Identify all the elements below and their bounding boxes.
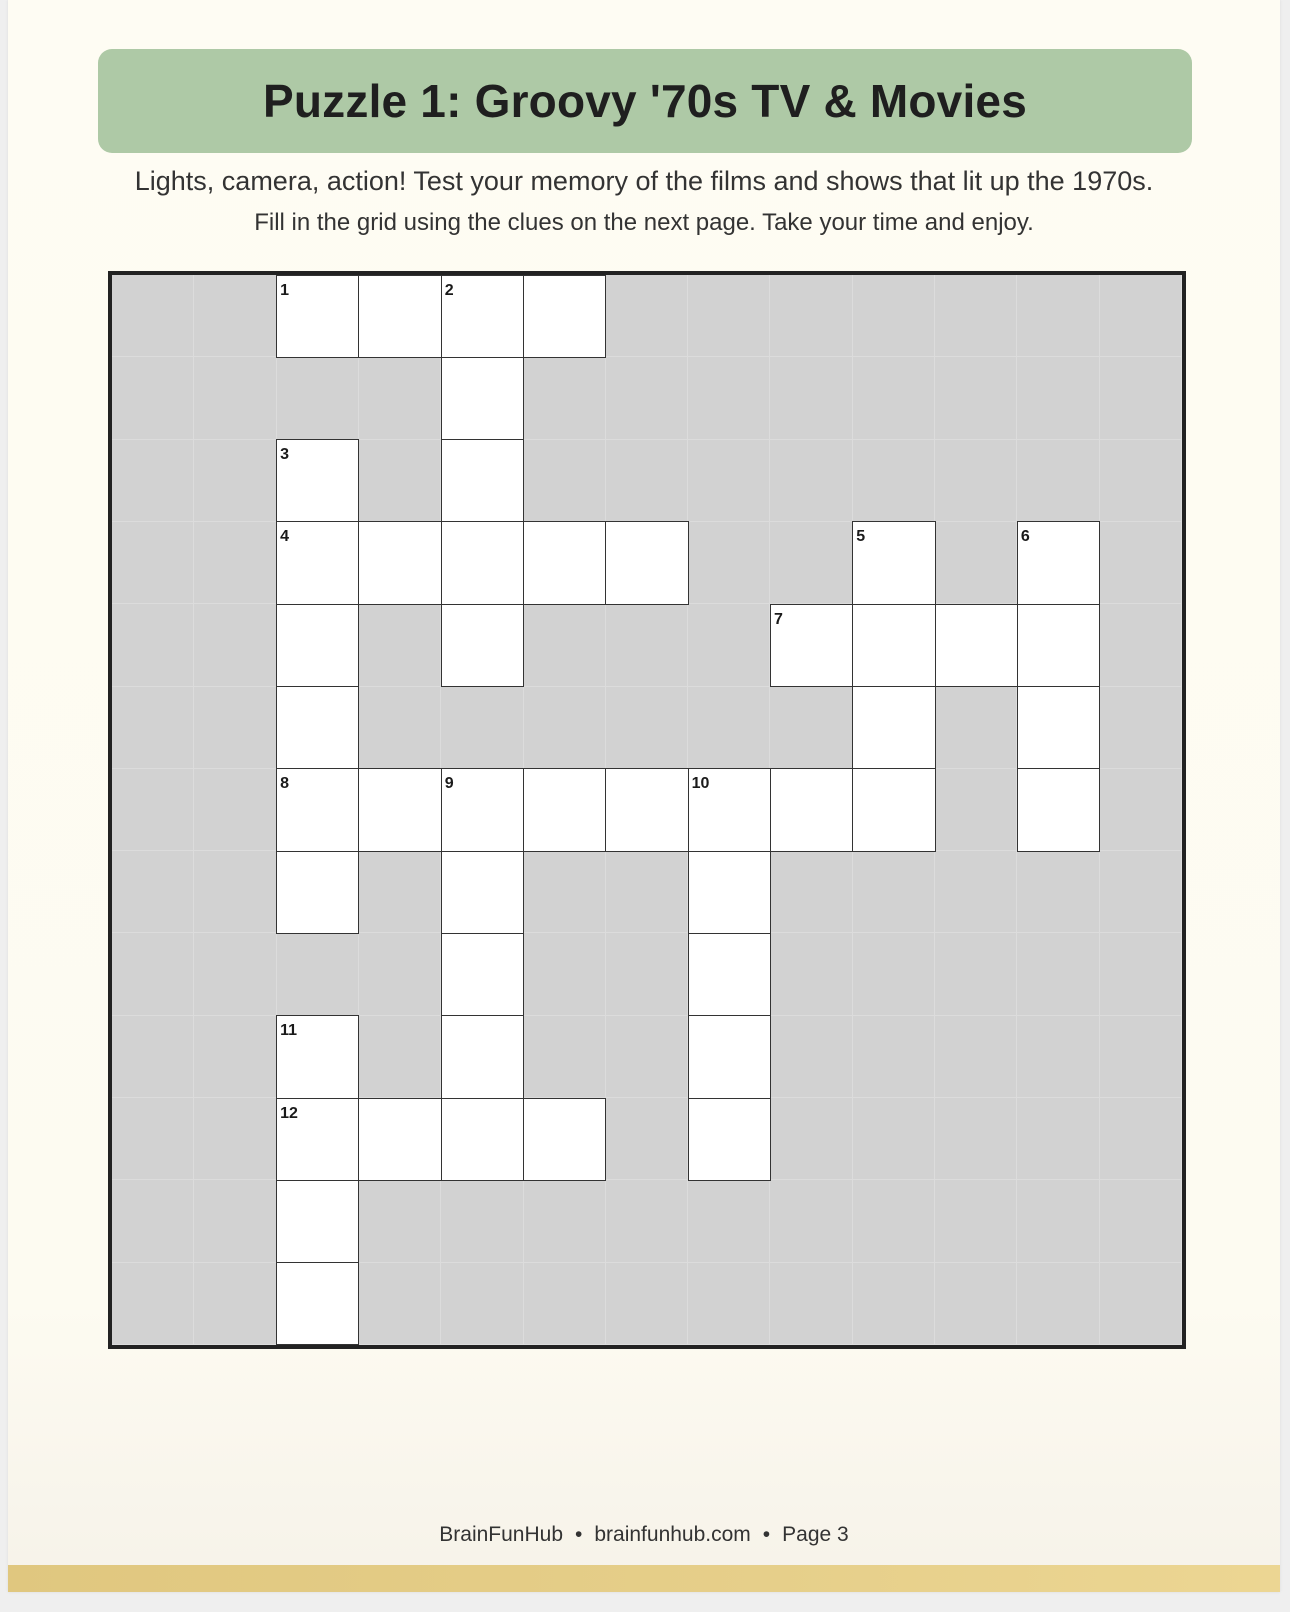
crossword-block <box>935 440 1017 522</box>
clue-number: 5 <box>856 528 866 546</box>
crossword-cell[interactable] <box>441 851 524 934</box>
crossword-block <box>524 440 606 522</box>
crossword-block <box>112 275 194 357</box>
crossword-block <box>524 604 606 686</box>
clue-number: 8 <box>280 775 290 793</box>
crossword-block <box>853 1263 935 1345</box>
puzzle-title: Puzzle 1: Groovy '70s TV & Movies <box>262 75 1027 127</box>
crossword-block <box>606 687 688 769</box>
crossword-cell[interactable] <box>441 357 524 440</box>
crossword-block <box>770 851 852 933</box>
crossword-block <box>770 1098 852 1180</box>
crossword-block <box>1017 1263 1099 1345</box>
crossword-block <box>770 357 852 439</box>
crossword-block <box>1100 687 1182 769</box>
crossword-block <box>1100 275 1182 357</box>
crossword-block <box>1100 522 1182 604</box>
crossword-block <box>359 687 441 769</box>
crossword-block <box>935 851 1017 933</box>
crossword-cell[interactable] <box>276 521 359 604</box>
crossword-block <box>853 1098 935 1180</box>
crossword-block <box>606 440 688 522</box>
crossword-block <box>688 440 770 522</box>
crossword-block <box>194 933 276 1015</box>
crossword-cell[interactable] <box>441 521 524 604</box>
crossword-block <box>606 275 688 357</box>
crossword-block <box>112 522 194 604</box>
crossword-block <box>194 1098 276 1180</box>
crossword-cell[interactable] <box>276 275 359 358</box>
crossword-block <box>441 1180 523 1262</box>
crossword-cell[interactable] <box>688 768 771 851</box>
crossword-block <box>524 687 606 769</box>
clue-number: 4 <box>280 528 290 546</box>
crossword-block <box>1017 275 1099 357</box>
title-banner <box>98 49 1192 153</box>
clue-number: 3 <box>280 446 290 464</box>
crossword-cell[interactable] <box>276 1015 359 1098</box>
crossword-block <box>935 1098 1017 1180</box>
footer-page-number: Page 3 <box>782 1523 849 1546</box>
crossword-block <box>770 933 852 1015</box>
crossword-block <box>194 357 276 439</box>
crossword-cell[interactable] <box>1017 521 1100 604</box>
crossword-cell[interactable] <box>441 1015 524 1098</box>
crossword-block <box>606 933 688 1015</box>
crossword-cell[interactable] <box>688 851 771 934</box>
crossword-cell[interactable] <box>276 439 359 522</box>
crossword-cell[interactable] <box>523 768 606 851</box>
crossword-block <box>853 933 935 1015</box>
crossword-block <box>935 357 1017 439</box>
crossword-block <box>441 687 523 769</box>
clue-number: 12 <box>280 1104 298 1122</box>
crossword-block <box>853 851 935 933</box>
crossword-block <box>112 769 194 851</box>
crossword-block <box>112 604 194 686</box>
clue-number: 7 <box>773 610 783 628</box>
intro-text-line-2: Fill in the grid using the clues on the next page. Take your time and enjoy. <box>254 209 1034 236</box>
footer-site: brainfunhub.com <box>594 1523 751 1546</box>
crossword-cell[interactable] <box>276 604 359 687</box>
intro-text-line-1: Lights, camera, action! Test your memory of the films and shows that lit up the 1970s. <box>134 166 1154 196</box>
crossword-block <box>688 604 770 686</box>
crossword-cell[interactable] <box>688 1015 771 1098</box>
clue-number: 2 <box>444 281 454 299</box>
clue-number: 1 <box>280 281 290 299</box>
crossword-block <box>112 1180 194 1262</box>
crossword-cell[interactable] <box>605 521 688 604</box>
crossword-cell[interactable] <box>441 768 524 851</box>
crossword-block <box>112 1016 194 1098</box>
clue-number: 6 <box>1020 528 1030 546</box>
crossword-block <box>441 1263 523 1345</box>
crossword-block <box>853 357 935 439</box>
crossword-block <box>1017 851 1099 933</box>
crossword-cell[interactable] <box>276 686 359 769</box>
crossword-cell[interactable] <box>441 275 524 358</box>
crossword-block <box>688 1180 770 1262</box>
crossword-block <box>194 275 276 357</box>
crossword-block <box>194 851 276 933</box>
crossword-block <box>112 933 194 1015</box>
crossword-cell[interactable] <box>1017 768 1100 851</box>
crossword-block <box>1100 1263 1182 1345</box>
crossword-block <box>524 357 606 439</box>
clue-number: 10 <box>691 775 710 793</box>
crossword-block <box>770 1180 852 1262</box>
crossword-block <box>770 687 852 769</box>
crossword-block <box>1017 1016 1099 1098</box>
crossword-block <box>359 440 441 522</box>
crossword-block <box>1100 1098 1182 1180</box>
crossword-block <box>359 1263 441 1345</box>
crossword-block <box>194 687 276 769</box>
crossword-cell[interactable] <box>1017 604 1100 687</box>
crossword-block <box>606 604 688 686</box>
crossword-block <box>1100 440 1182 522</box>
crossword-cell[interactable] <box>441 1098 524 1181</box>
crossword-block <box>359 933 441 1015</box>
clue-number: 9 <box>444 775 454 793</box>
crossword-cell[interactable] <box>1017 686 1100 769</box>
crossword-block <box>194 440 276 522</box>
crossword-block <box>770 1263 852 1345</box>
crossword-block <box>1017 440 1099 522</box>
crossword-block <box>1100 851 1182 933</box>
crossword-cell[interactable] <box>358 1098 441 1181</box>
crossword-block <box>1100 1180 1182 1262</box>
crossword-block <box>606 1180 688 1262</box>
crossword-block <box>935 769 1017 851</box>
crossword-block <box>935 687 1017 769</box>
crossword-block <box>935 522 1017 604</box>
crossword-cell[interactable] <box>605 768 688 851</box>
crossword-block <box>770 275 852 357</box>
crossword-block <box>688 275 770 357</box>
crossword-block <box>688 522 770 604</box>
crossword-block <box>688 1263 770 1345</box>
crossword-block <box>277 933 359 1015</box>
crossword-block <box>853 440 935 522</box>
page-footer <box>8 1523 1280 1547</box>
crossword-block <box>112 1263 194 1345</box>
crossword-block <box>277 357 359 439</box>
crossword-block <box>935 933 1017 1015</box>
crossword-block <box>1017 933 1099 1015</box>
crossword-cell[interactable] <box>276 1180 359 1263</box>
crossword-block <box>359 357 441 439</box>
puzzle-page <box>8 0 1280 1592</box>
footer-separator-2: • <box>762 1523 771 1546</box>
crossword-block <box>112 1098 194 1180</box>
crossword-block <box>112 357 194 439</box>
crossword-block <box>359 1180 441 1262</box>
crossword-block <box>112 440 194 522</box>
footer-brand: BrainFunHub <box>439 1523 563 1546</box>
crossword-cell[interactable] <box>276 1262 359 1345</box>
crossword-block <box>1017 1180 1099 1262</box>
crossword-block <box>606 357 688 439</box>
crossword-block <box>853 1180 935 1262</box>
crossword-block <box>194 769 276 851</box>
crossword-block <box>524 851 606 933</box>
crossword-block <box>1100 604 1182 686</box>
crossword-block <box>359 1016 441 1098</box>
crossword-block <box>1100 769 1182 851</box>
crossword-cell[interactable] <box>852 521 935 604</box>
crossword-block <box>194 522 276 604</box>
crossword-block <box>194 1016 276 1098</box>
crossword-block <box>194 604 276 686</box>
crossword-block <box>770 522 852 604</box>
crossword-block <box>359 851 441 933</box>
crossword-block <box>770 440 852 522</box>
crossword-block <box>1017 357 1099 439</box>
crossword-cell[interactable] <box>358 768 441 851</box>
crossword-block <box>524 933 606 1015</box>
crossword-block <box>935 275 1017 357</box>
crossword-block <box>853 275 935 357</box>
crossword-block <box>770 1016 852 1098</box>
crossword-cell[interactable] <box>523 275 606 358</box>
crossword-block <box>1017 1098 1099 1180</box>
crossword-block <box>688 357 770 439</box>
crossword-cell[interactable] <box>852 686 935 769</box>
crossword-cell[interactable] <box>276 851 359 934</box>
crossword-cell[interactable] <box>358 521 441 604</box>
crossword-cell[interactable] <box>770 604 853 687</box>
crossword-block <box>524 1016 606 1098</box>
crossword-cell[interactable] <box>852 768 935 851</box>
crossword-grid <box>108 271 1186 1349</box>
footer-accent-bar <box>8 1565 1280 1592</box>
crossword-block <box>524 1263 606 1345</box>
crossword-cell[interactable] <box>770 768 853 851</box>
crossword-block <box>688 687 770 769</box>
crossword-cell[interactable] <box>852 604 935 687</box>
crossword-block <box>524 1180 606 1262</box>
crossword-block <box>359 604 441 686</box>
crossword-block <box>606 1263 688 1345</box>
crossword-cell[interactable] <box>688 933 771 1016</box>
crossword-block <box>935 1016 1017 1098</box>
footer-separator-1: • <box>575 1523 583 1546</box>
crossword-cell[interactable] <box>441 933 524 1016</box>
crossword-block <box>1100 933 1182 1015</box>
crossword-block <box>935 1180 1017 1262</box>
crossword-block <box>1100 357 1182 439</box>
crossword-block <box>935 1263 1017 1345</box>
crossword-cell[interactable] <box>523 521 606 604</box>
crossword-block <box>112 851 194 933</box>
crossword-block <box>606 1098 688 1180</box>
crossword-block <box>194 1263 276 1345</box>
crossword-block <box>853 1016 935 1098</box>
crossword-block <box>1100 1016 1182 1098</box>
crossword-cell[interactable] <box>688 1098 771 1181</box>
crossword-block <box>112 687 194 769</box>
crossword-cell[interactable] <box>935 604 1018 687</box>
crossword-cell[interactable] <box>441 439 524 522</box>
crossword-cell[interactable] <box>441 604 524 687</box>
crossword-cell[interactable] <box>276 1098 359 1181</box>
crossword-block <box>194 1180 276 1262</box>
crossword-cell[interactable] <box>276 768 359 851</box>
crossword-cell[interactable] <box>523 1098 606 1181</box>
crossword-block <box>606 851 688 933</box>
crossword-cell[interactable] <box>358 275 441 358</box>
clue-number: 11 <box>280 1022 298 1040</box>
crossword-block <box>606 1016 688 1098</box>
